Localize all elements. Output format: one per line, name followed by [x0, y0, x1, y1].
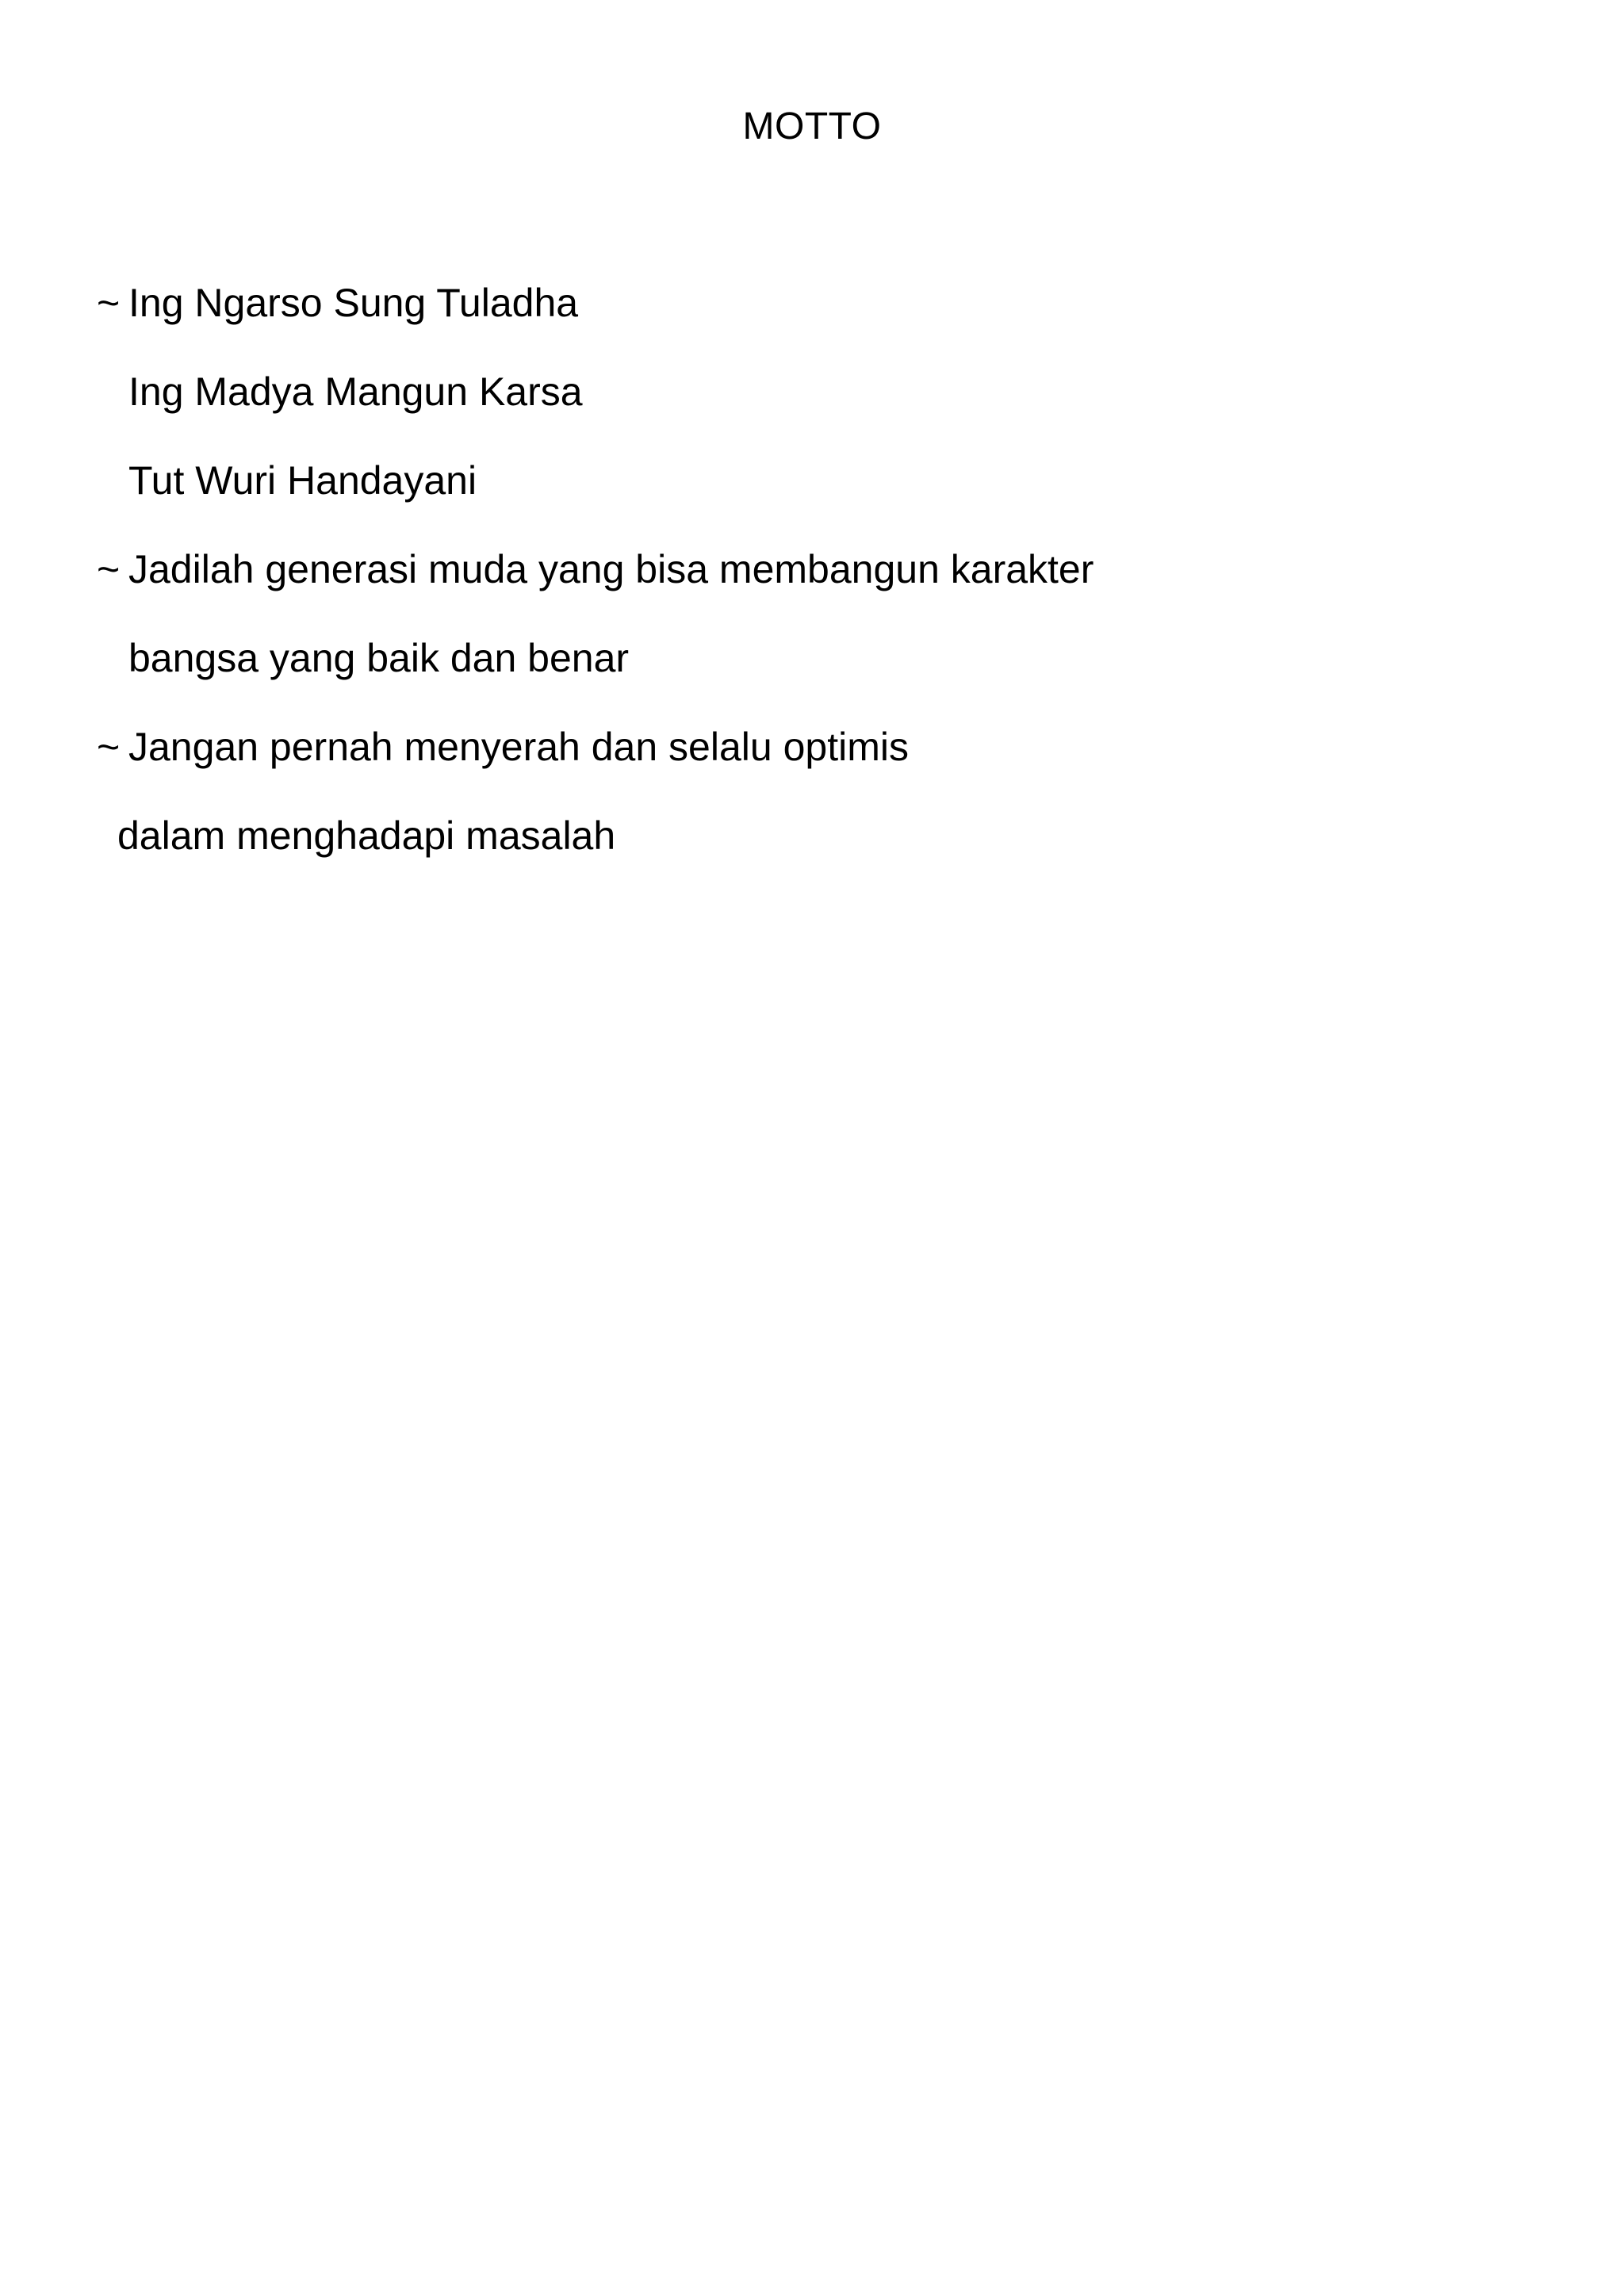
motto-line: [117, 810, 615, 861]
motto-text: Jadilah generasi muda yang bisa membangun karakter: [128, 547, 1094, 591]
motto-line: [128, 455, 477, 506]
motto-line: [97, 544, 1094, 595]
motto-text: Ing Ngarso Sung Tuladha: [128, 281, 579, 325]
page-title: MOTTO: [742, 105, 882, 147]
motto-line: [128, 366, 583, 417]
motto-text: bangsa yang baik dan benar: [128, 636, 630, 680]
motto-line: [97, 721, 909, 772]
motto-text: Jangan pernah menyerah dan selalu optimis: [128, 725, 909, 769]
motto-line: [97, 277, 578, 328]
motto-text: Tut Wuri Handayani: [128, 458, 477, 503]
tilde-bullet: ~: [97, 281, 121, 325]
tilde-bullet: ~: [97, 725, 121, 769]
motto-text: dalam menghadapi masalah: [117, 813, 616, 858]
motto-line: [128, 633, 629, 683]
motto-text: Ing Madya Mangun Karsa: [128, 369, 583, 414]
tilde-bullet: ~: [97, 547, 121, 591]
